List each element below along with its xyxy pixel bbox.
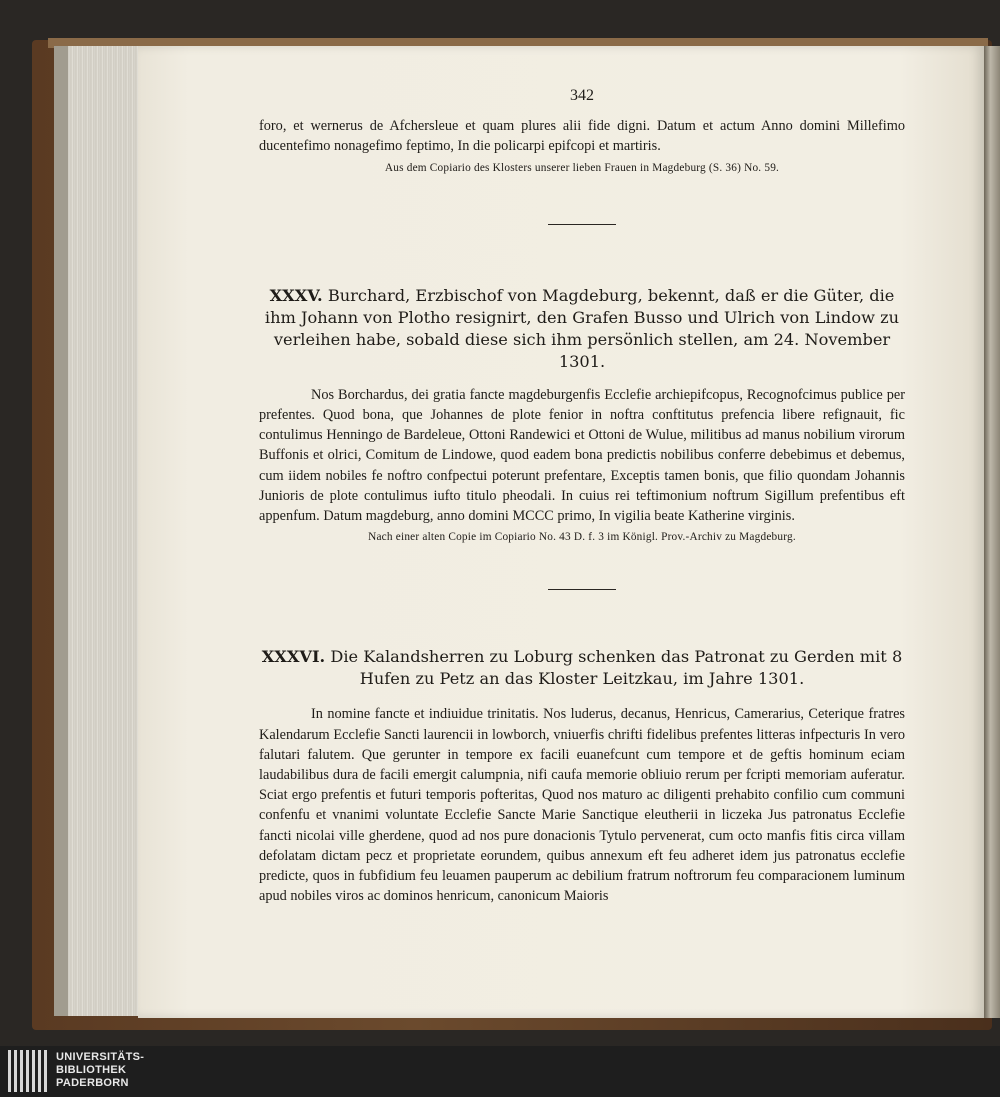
doc35-source-note: Nach einer alten Copie im Copiario No. 43 D. f. 3 im Königl. Prov.-Archiv zu Magdeburg. bbox=[368, 531, 796, 544]
facing-page-edge bbox=[984, 46, 1000, 1018]
intro-source-note: Aus dem Copiario des Klosters unserer lieben Frauen in Magdeburg (S. 36) No. 59. bbox=[384, 161, 780, 174]
page-number: 342 bbox=[570, 87, 594, 104]
intro-paragraph: foro, et wernerus de Afchersleue et quam plures alii fide digni. Datum et actum Anno domini Millefimo ducentefimo nonagefimo feptimo, In die policarpi epifcopi et martiris. bbox=[259, 118, 905, 155]
library-footer bbox=[0, 1046, 1000, 1097]
logo-line-3: PADERBORN bbox=[56, 1077, 129, 1089]
doc36-number: XXXVI. bbox=[261, 647, 326, 667]
library-logo-icon bbox=[8, 1050, 48, 1092]
page-stack-shadow bbox=[54, 46, 68, 1016]
doc36-body: In nomine fancte et indiuidue trinitatis. Nos luderus, decanus, Henricus, Camerarius, Ceterique fratres Kalendarum Ecclefie Sancti laurencii in lowborch, vniuerfis chrifti fidelibus prefentes litteras infpecturis In vero falutari falutem. Que gerunter in tempore ex facili euanefcunt cum tempore et de geftis hominum eciam laudabilibus dura de facili emergit calumpnia, nifi caufa memorie obliuio rerum per fcripti memoriam auferatur. Sciat ergo prefentis et futuri temporis pofteritas, Quod nos maturo ac diligenti prehabito confilio cum communi confenfu et vnanimi voluntate Ecclefie Sancte Marie Sanctique eleutherii in liczeka Jus patronatus Ecclefie fancti nicolai ville gherdene, quod ad nos pure donacionis Tytulo pervenerat, cum octo manfis fitis circa villam defolatam dictam pecz et proprietate eorundem, quibus annexum eft feu adheret idem jus patronatus ecclefie predicte, quos in fubfidium feu leuamen pauperum ac debilium fratrum noftrorum feu comparacionem luminum apud nobiles viros ac dominos henricum, canonicum Maioris bbox=[259, 706, 905, 905]
doc35-number: XXXV. bbox=[269, 285, 323, 305]
logo-line-1: UNIVERSITÄTS- bbox=[56, 1051, 145, 1063]
doc35-title: Burchard, Erzbischof von Magdeburg, bekennt, daß er die Güter, die ihm Johann von Plotho resignirt, den Grafen Busso und Ulrich von Lindow zu verleihen habe, sobald diese sich ihm persönlich stellen, am 24. November 1301. bbox=[264, 285, 900, 371]
book-page bbox=[138, 46, 984, 1018]
doc35-heading bbox=[259, 285, 905, 373]
library-logo-text bbox=[56, 1051, 144, 1090]
doc35-body: Nos Borchardus, dei gratia fancte magdeburgenfis Ecclefie archiepifcopus, Recognofcimus publice per prefentes. Quod bona, que Johannes de plote fenior in noftra conftitutus prefencia libere refignauit, fic contulimus Henningo de Bardeleue, Ottoni Randewici et Ottoni de Wulue, militibus ad manus nobilium virorum Buffonis et olrici, Comitum de Lindowe, quod eadem bona predictis nobilibus conferre debebimus et debemus, cum iidem nobiles fe noftro confpectui poterunt prefentare, Exceptis tamen bonis, que filio quondam Johannis Junioris de plote contulimus iufto titulo pheodali. In cuius rei teftimonium noftrum Sigillum prefentibus eft appenfum. Datum magdeburg, anno domini MCCC primo, In vigilia beate Katherine virginis. bbox=[259, 386, 905, 525]
doc36-title: Die Kalandsherren zu Loburg schenken das Patronat zu Gerden mit 8 Hufen zu Petz an das Kloster Leitzkau, im Jahre 1301. bbox=[330, 647, 903, 689]
doc36-heading bbox=[259, 646, 905, 690]
logo-line-2: BIBLIOTHEK bbox=[56, 1064, 127, 1076]
page-content bbox=[259, 86, 905, 906]
